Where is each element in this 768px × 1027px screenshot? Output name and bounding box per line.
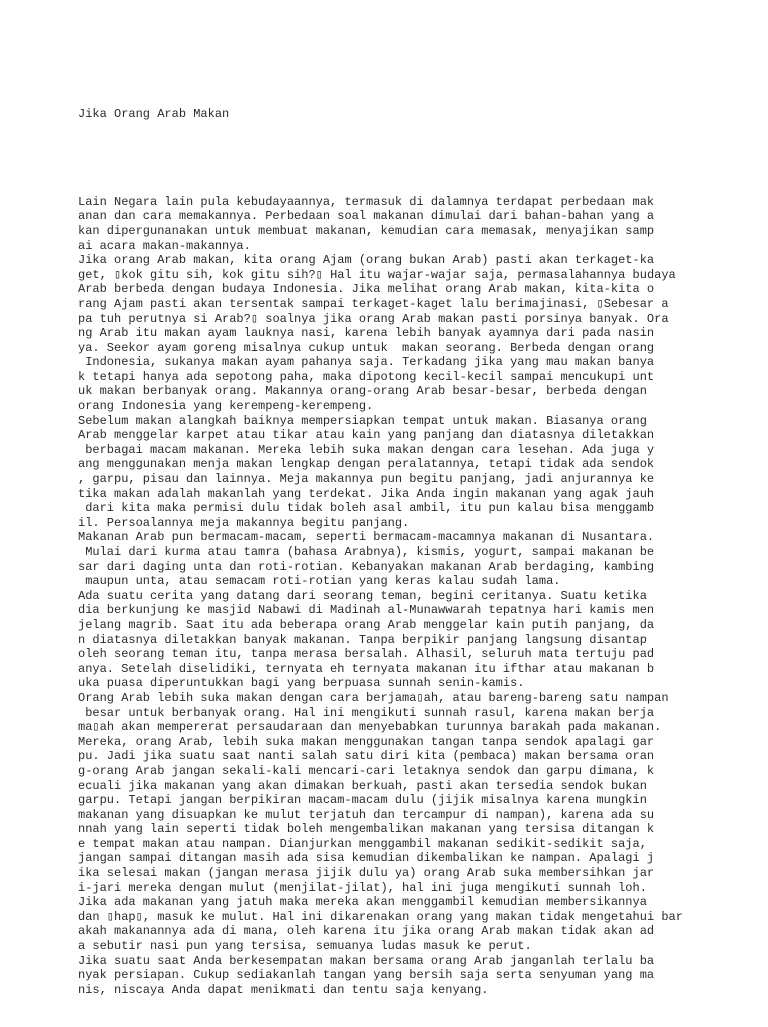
- text-line: ma▯ah akan mempererat persaudaraan dan menyebabkan turunnya barakah pada makanan.: [78, 720, 662, 735]
- text-line: ang menggunakan menja makan lengkap dengan peralatannya, tetapi tidak ada sendok: [78, 457, 655, 472]
- text-line: anan dan cara memakannya. Perbedaan soal makanan dimulai dari bahan-bahan yang a: [78, 209, 655, 224]
- text-line: berbagai macam makanan. Mereka lebih suka makan dengan cara lesehan. Ada juga y: [78, 442, 655, 457]
- text-line: orang Indonesia yang kerempeng-kerempeng.: [78, 399, 374, 414]
- document-title: Jika Orang Arab Makan: [78, 107, 230, 122]
- text-line: nnah yang lain seperti tidak boleh mengembalikan makanan yang tersisa ditangan k: [78, 822, 655, 837]
- blank-line: [78, 151, 738, 166]
- text-line: Arab menggelar karpet atau tikar atau kain yang panjang dan diatasnya diletakkan: [78, 428, 655, 443]
- text-line: ecuali jika makanan yang akan dimakan berkuah, pasti akan tersedia sendok bukan: [78, 778, 647, 793]
- text-line: pa tuh perutnya si Arab?▯ soalnya jika orang Arab makan pasti porsinya banyak. Ora: [78, 311, 669, 326]
- text-line: , garpu, pisau dan lainnya. Meja makannya pun begitu panjang, jadi anjurannya ke: [78, 472, 655, 487]
- text-line: ng Arab itu makan ayam lauknya nasi, karena lebih banyak ayamnya dari pada nasin: [78, 326, 655, 341]
- text-line: Lain Negara lain pula kebudayaannya, termasuk di dalamnya terdapat perbedaan mak: [78, 194, 655, 209]
- text-line: Jika orang Arab makan, kita orang Ajam (orang bukan Arab) pasti akan terkaget-ka: [78, 253, 655, 268]
- text-line: get, ▯kok gitu sih, kok gitu sih?▯ Hal itu wajar-wajar saja, permasalahannya budaya: [78, 267, 676, 282]
- text-line: k tetapi hanya ada sepotong paha, maka dipotong kecil-kecil sampai mencukupi unt: [78, 369, 655, 384]
- text-line: ai acara makan-makannya.: [78, 238, 251, 253]
- text-line: Jika suatu saat Anda berkesempatan makan bersama orang Arab janganlah terlalu ba: [78, 953, 655, 968]
- text-line: Indonesia, sukanya makan ayam pahanya saja. Terkadang jika yang mau makan banya: [78, 355, 655, 370]
- text-line: jelang magrib. Saat itu ada beberapa orang Arab menggelar kain putih panjang, da: [78, 617, 655, 632]
- text-line: tika makan adalah makanlah yang terdekat. Jika Anda ingin makanan yang agak jauh: [78, 486, 655, 501]
- text-line: Mulai dari kurma atau tamra (bahasa Arabnya), kismis, yogurt, sampai makanan be: [78, 545, 655, 559]
- document-lines: [78, 195, 738, 998]
- text-line: oleh seorang teman itu, tanpa merasa bersalah. Alhasil, seluruh mata tertuju pad: [78, 647, 655, 662]
- text-line: n diatasnya diletakkan banyak makanan. Tanpa berpikir panjang langsung disantap: [78, 632, 647, 647]
- text-line: pu. Jadi jika suatu saat nanti salah satu diri kita (pembaca) makan bersama oran: [78, 749, 655, 764]
- text-line: Ada suatu cerita yang datang dari seorang teman, begini ceritanya. Suatu ketika: [78, 588, 647, 603]
- text-line: Sebelum makan alangkah baiknya mempersiapkan tempat untuk makan. Biasanya orang: [78, 413, 647, 428]
- text-line: garpu. Tetapi jangan berpikiran macam-macam dulu (jijik misalnya karena mungkin: [78, 793, 647, 808]
- text-line: dari kita maka permisi dulu tidak boleh asal ambil, itu pun kalau bisa menggamb: [78, 501, 655, 516]
- text-line: dia berkunjung ke masjid Nabawi di Madinah al-Munawwarah tepatnya hari kamis men: [78, 603, 655, 618]
- text-line: Orang Arab lebih suka makan dengan cara berjama▯ah, atau bareng-bareng satu nampan: [78, 690, 669, 705]
- text-line: ya. Seekor ayam goreng misalnya cukup untuk makan seorang. Berbeda dengan orang: [78, 340, 655, 355]
- text-line: Mereka, orang Arab, lebih suka makan menggunakan tangan tanpa sendok apalagi gar: [78, 734, 655, 749]
- text-line: besar untuk berbanyak orang. Hal ini mengikuti sunnah rasul, karena makan berja: [78, 705, 655, 720]
- text-line: uka puasa diperuntukkan bagi yang berpuasa sunnah senin-kamis.: [78, 676, 525, 691]
- text-line: nyak persiapan. Cukup sediakanlah tangan yang bersih saja serta senyuman yang ma: [78, 968, 655, 983]
- text-line: makanan yang disuapkan ke mulut terjatuh dan tercampur di nampan), karena ada su: [78, 807, 655, 822]
- text-line: ika selesai makan (jangan merasa jijik dulu ya) orang Arab suka membersihkan jar: [78, 866, 655, 881]
- text-line: maupun unta, atau semacam roti-rotian yang keras kalau sudah lama.: [78, 574, 561, 589]
- text-line: sar dari daging unta dan roti-rotian. Kebanyakan makanan Arab berdaging, kambing: [78, 559, 655, 574]
- text-line: jangan sampai ditangan masih ada sisa kemudian dikembalikan ke nampan. Apalagi j: [78, 851, 655, 866]
- text-line: Jika ada makanan yang jatuh maka mereka akan menggambil kemudian membersikannya: [78, 895, 647, 910]
- text-line: g-orang Arab jangan sekali-kali mencari-cari letaknya sendok dan garpu dimana, k: [78, 763, 655, 778]
- text-line: anya. Setelah diselidiki, ternyata eh ternyata makanan itu ifthar atau makanan b: [78, 661, 655, 676]
- text-line: rang Ajam pasti akan tersentak sampai terkaget-kaget lalu berimajinasi, ▯Sebesar a: [78, 296, 669, 311]
- text-line: dan ▯hap▯, masuk ke mulut. Hal ini dikarenakan orang yang makan tidak mengetahui bar: [78, 909, 683, 924]
- text-line: uk makan berbanyak orang. Makannya orang-orang Arab besar-besar, berbeda dengan: [78, 384, 647, 399]
- text-line: Arab berbeda dengan budaya Indonesia. Jika melihat orang Arab makan, kita-kita o: [78, 282, 655, 297]
- text-line: Makanan Arab pun bermacam-macam, seperti bermacam-macamnya makanan di Nusantara.: [78, 530, 655, 545]
- text-line: nis, niscaya Anda dapat menikmati dan tentu saja kenyang.: [78, 982, 489, 997]
- text-line: il. Persoalannya meja makannya begitu panjang.: [78, 515, 410, 530]
- text-line: i-jari mereka dengan mulut (menjilat-jilat), hal ini juga mengikuti sunnah loh.: [78, 880, 647, 895]
- text-line: a sebutir nasi pun yang tersisa, semuanya ludas masuk ke perut.: [78, 939, 532, 954]
- text-line: kan dipergunanakan untuk membuat makanan, kemudian cara memasak, menyajikan samp: [78, 223, 655, 238]
- text-line: akah makanannya ada di mana, oleh karena itu jika orang Arab makan tidak akan ad: [78, 924, 655, 939]
- document-body: [78, 78, 738, 1027]
- text-line: e tempat makan atau nampan. Dianjurkan menggambil makanan sedikit-sedikit saja,: [78, 836, 647, 851]
